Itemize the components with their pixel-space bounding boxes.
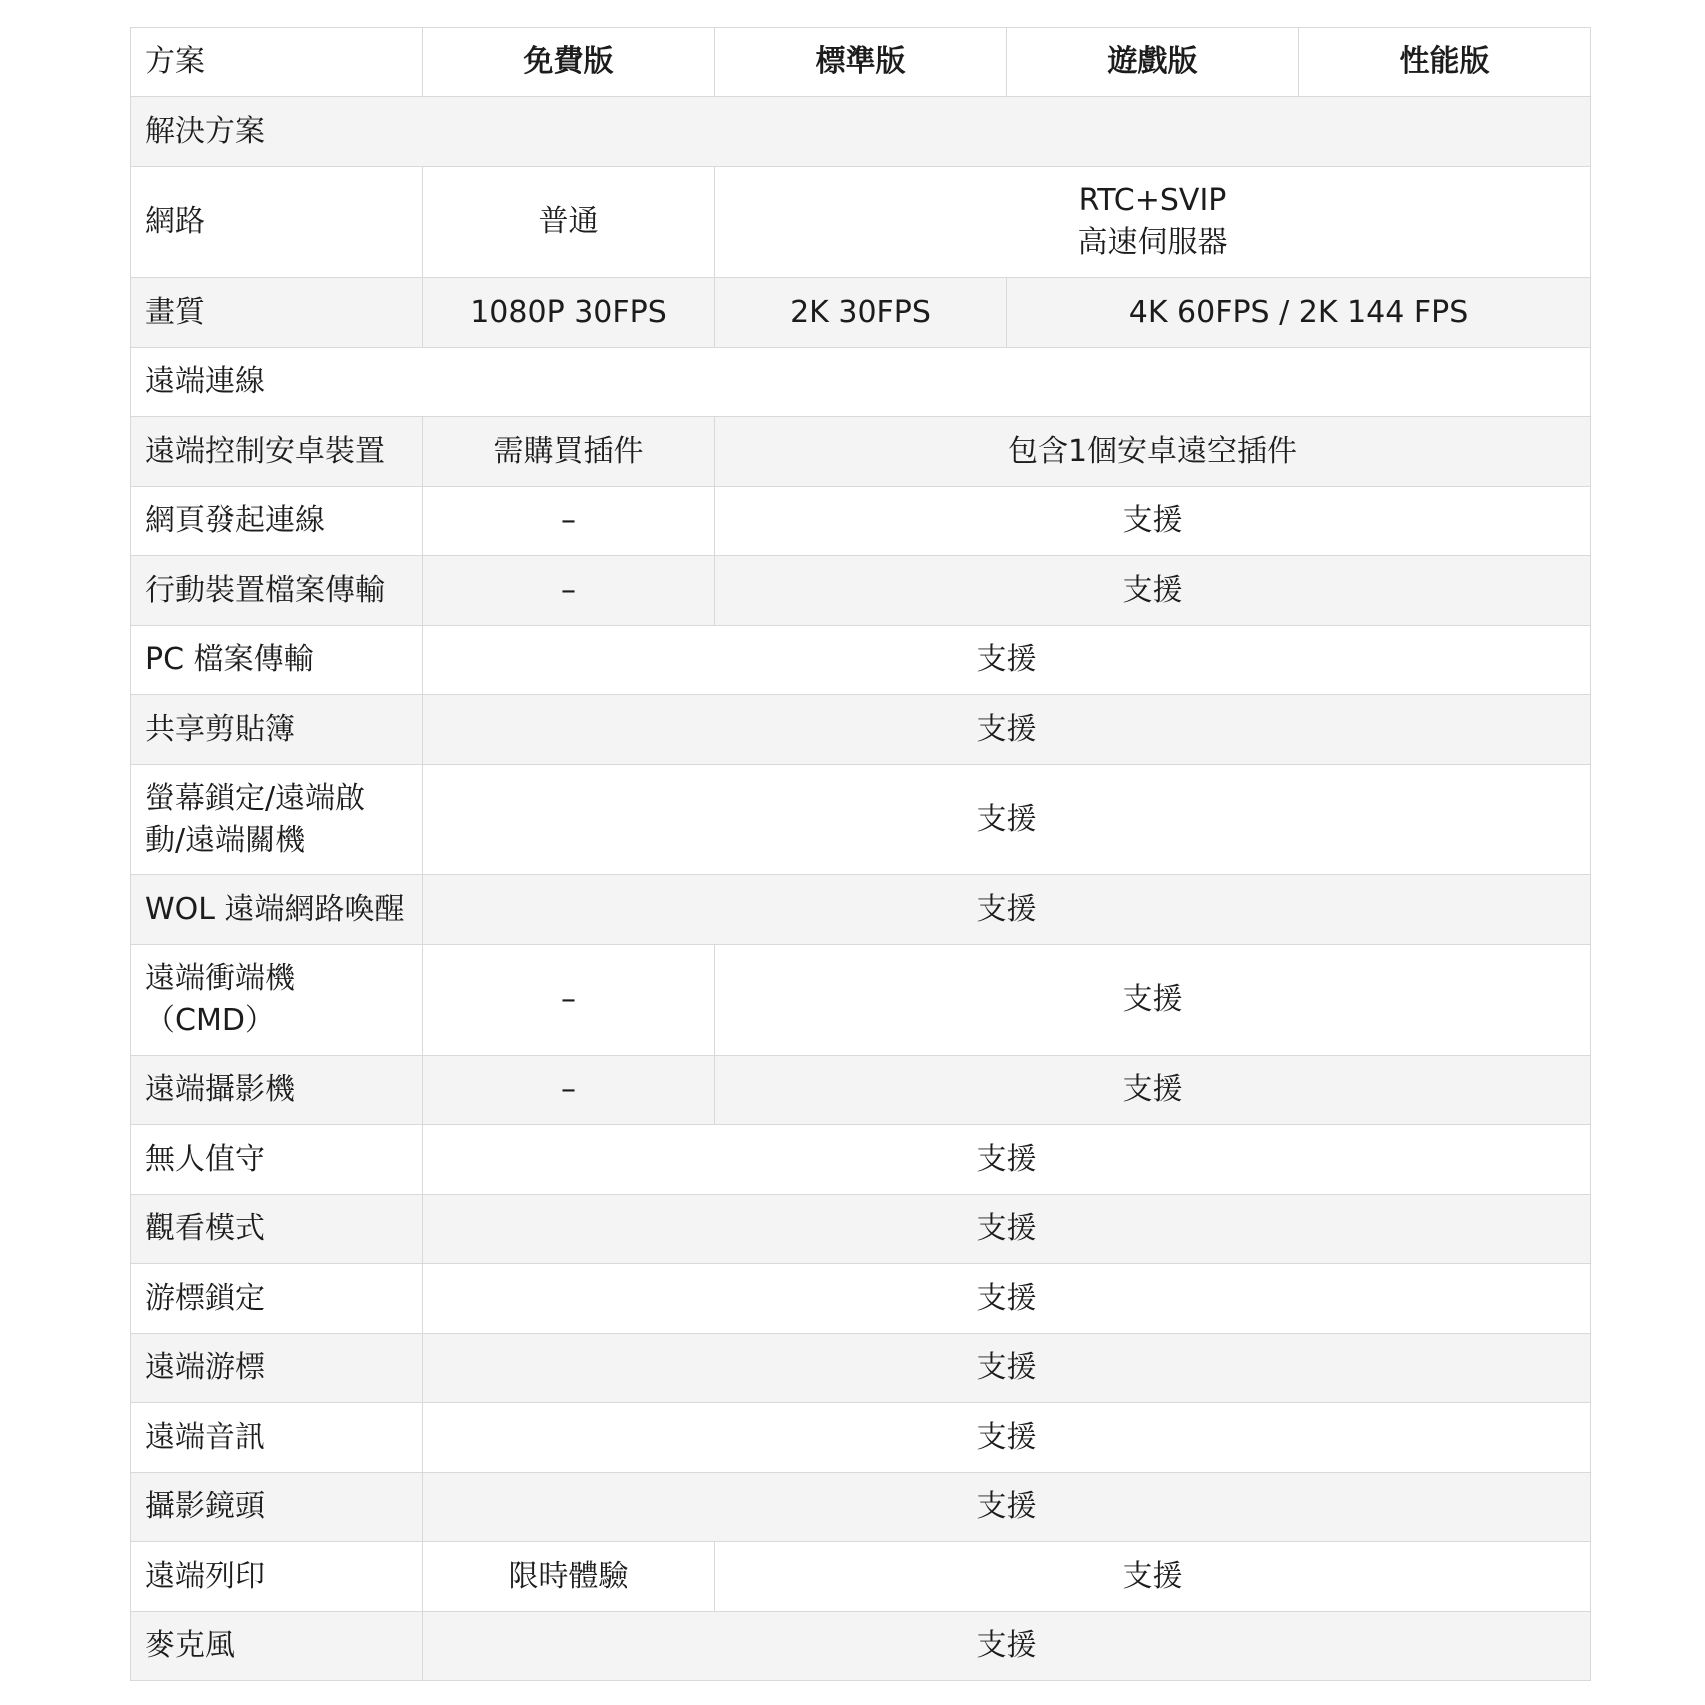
header-row (131, 28, 1591, 97)
row-label-quality: 畫質 (131, 278, 423, 348)
row-label-mobile-transfer: 行動裝置檔案傳輸 (131, 556, 423, 626)
table-row-remote-cursor (131, 1334, 1591, 1403)
table-row-android-control (131, 417, 1591, 487)
cell-mobile-transfer-paid: 支援 (715, 556, 1591, 626)
cell-quality-free: 1080P 30FPS (423, 278, 715, 348)
row-label-wol: WOL 遠端網路喚醒 (131, 875, 423, 945)
cell-terminal-paid: 支援 (715, 945, 1591, 1056)
row-label-lock-boot (131, 765, 423, 875)
cell-remote-audio-all: 支援 (423, 1403, 1591, 1473)
table-row-wol (131, 875, 1591, 945)
cell-mobile-transfer-free: – (423, 556, 715, 626)
table-row-mobile-transfer (131, 556, 1591, 626)
cell-web-connect-paid: 支援 (715, 487, 1591, 556)
cell-quality-game-performance: 4K 60FPS / 2K 144 FPS (1007, 278, 1591, 348)
section-row-remote-connection (131, 348, 1591, 417)
cell-cursor-lock-all: 支援 (423, 1264, 1591, 1334)
table-row-remote-audio (131, 1403, 1591, 1473)
row-label-clipboard: 共享剪貼簿 (131, 695, 423, 765)
row-label-terminal-line1: 遠端衝端機 (145, 961, 295, 996)
cell-lock-boot-all: 支援 (423, 765, 1591, 875)
row-label-remote-cursor: 遠端游標 (131, 1334, 423, 1403)
section-title-remote-connection: 遠端連線 (131, 348, 1591, 417)
table-row-network (131, 167, 1591, 278)
plan-header-label: 方案 (131, 28, 423, 97)
row-label-camera-remote: 遠端攝影機 (131, 1056, 423, 1125)
cell-remote-cursor-all: 支援 (423, 1334, 1591, 1403)
cell-web-connect-free: – (423, 487, 715, 556)
cell-network-paid-line2: 高速伺服器 (1077, 225, 1228, 260)
row-label-remote-print: 遠端列印 (131, 1542, 423, 1612)
cell-pc-transfer-all: 支援 (423, 626, 1591, 695)
row-label-lock-boot-line2: 動/遠端關機 (145, 822, 306, 858)
row-label-terminal-line2: （CMD） (145, 1003, 275, 1038)
row-label-cursor-lock: 游標鎖定 (131, 1264, 423, 1334)
section-row-solution (131, 97, 1591, 167)
cell-camera-remote-free: – (423, 1056, 715, 1125)
table-row-web-connect (131, 487, 1591, 556)
cell-android-control-free: 需購買插件 (423, 417, 715, 487)
plan-header-game: 遊戲版 (1007, 28, 1299, 97)
cell-network-paid-line1: RTC+SVIP (1078, 183, 1227, 218)
row-label-lock-boot-line1: 螢幕鎖定/遠端啟 (145, 780, 366, 816)
row-label-terminal (131, 945, 423, 1056)
cell-remote-print-paid: 支援 (715, 1542, 1591, 1612)
cell-network-paid (715, 167, 1591, 278)
cell-quality-standard: 2K 30FPS (715, 278, 1007, 348)
row-label-webcam: 攝影鏡頭 (131, 1473, 423, 1542)
table-row-clipboard (131, 695, 1591, 765)
table-row-remote-print (131, 1542, 1591, 1612)
plan-header-performance: 性能版 (1299, 28, 1591, 97)
plan-header-standard: 標準版 (715, 28, 1007, 97)
row-label-watch-mode: 觀看模式 (131, 1195, 423, 1264)
row-label-android-control: 遠端控制安卓裝置 (131, 417, 423, 487)
cell-android-control-paid: 包含1個安卓遠空插件 (715, 417, 1591, 487)
table-row-watch-mode (131, 1195, 1591, 1264)
table-row-lock-boot (131, 765, 1591, 875)
cell-clipboard-all: 支援 (423, 695, 1591, 765)
row-label-pc-transfer: PC 檔案傳輸 (131, 626, 423, 695)
cell-terminal-free: – (423, 945, 715, 1056)
section-title-solution: 解決方案 (131, 97, 1591, 167)
cell-microphone-all: 支援 (423, 1612, 1591, 1681)
table-row-webcam (131, 1473, 1591, 1542)
table-row-unattended (131, 1125, 1591, 1195)
plan-comparison-table (130, 27, 1591, 1681)
table-row-microphone (131, 1612, 1591, 1681)
table-row-camera-remote (131, 1056, 1591, 1125)
cell-camera-remote-paid: 支援 (715, 1056, 1591, 1125)
cell-remote-print-free: 限時體驗 (423, 1542, 715, 1612)
table-row-quality (131, 278, 1591, 348)
row-label-remote-audio: 遠端音訊 (131, 1403, 423, 1473)
table-row-pc-transfer (131, 626, 1591, 695)
table-row-cursor-lock (131, 1264, 1591, 1334)
cell-unattended-all: 支援 (423, 1125, 1591, 1195)
row-label-microphone: 麥克風 (131, 1612, 423, 1681)
cell-watch-mode-all: 支援 (423, 1195, 1591, 1264)
cell-webcam-all: 支援 (423, 1473, 1591, 1542)
row-label-network: 網路 (131, 167, 423, 278)
row-label-web-connect: 網頁發起連線 (131, 487, 423, 556)
cell-network-free: 普通 (423, 167, 715, 278)
row-label-unattended: 無人值守 (131, 1125, 423, 1195)
cell-wol-all: 支援 (423, 875, 1591, 945)
table-row-terminal (131, 945, 1591, 1056)
plan-header-free: 免費版 (423, 28, 715, 97)
